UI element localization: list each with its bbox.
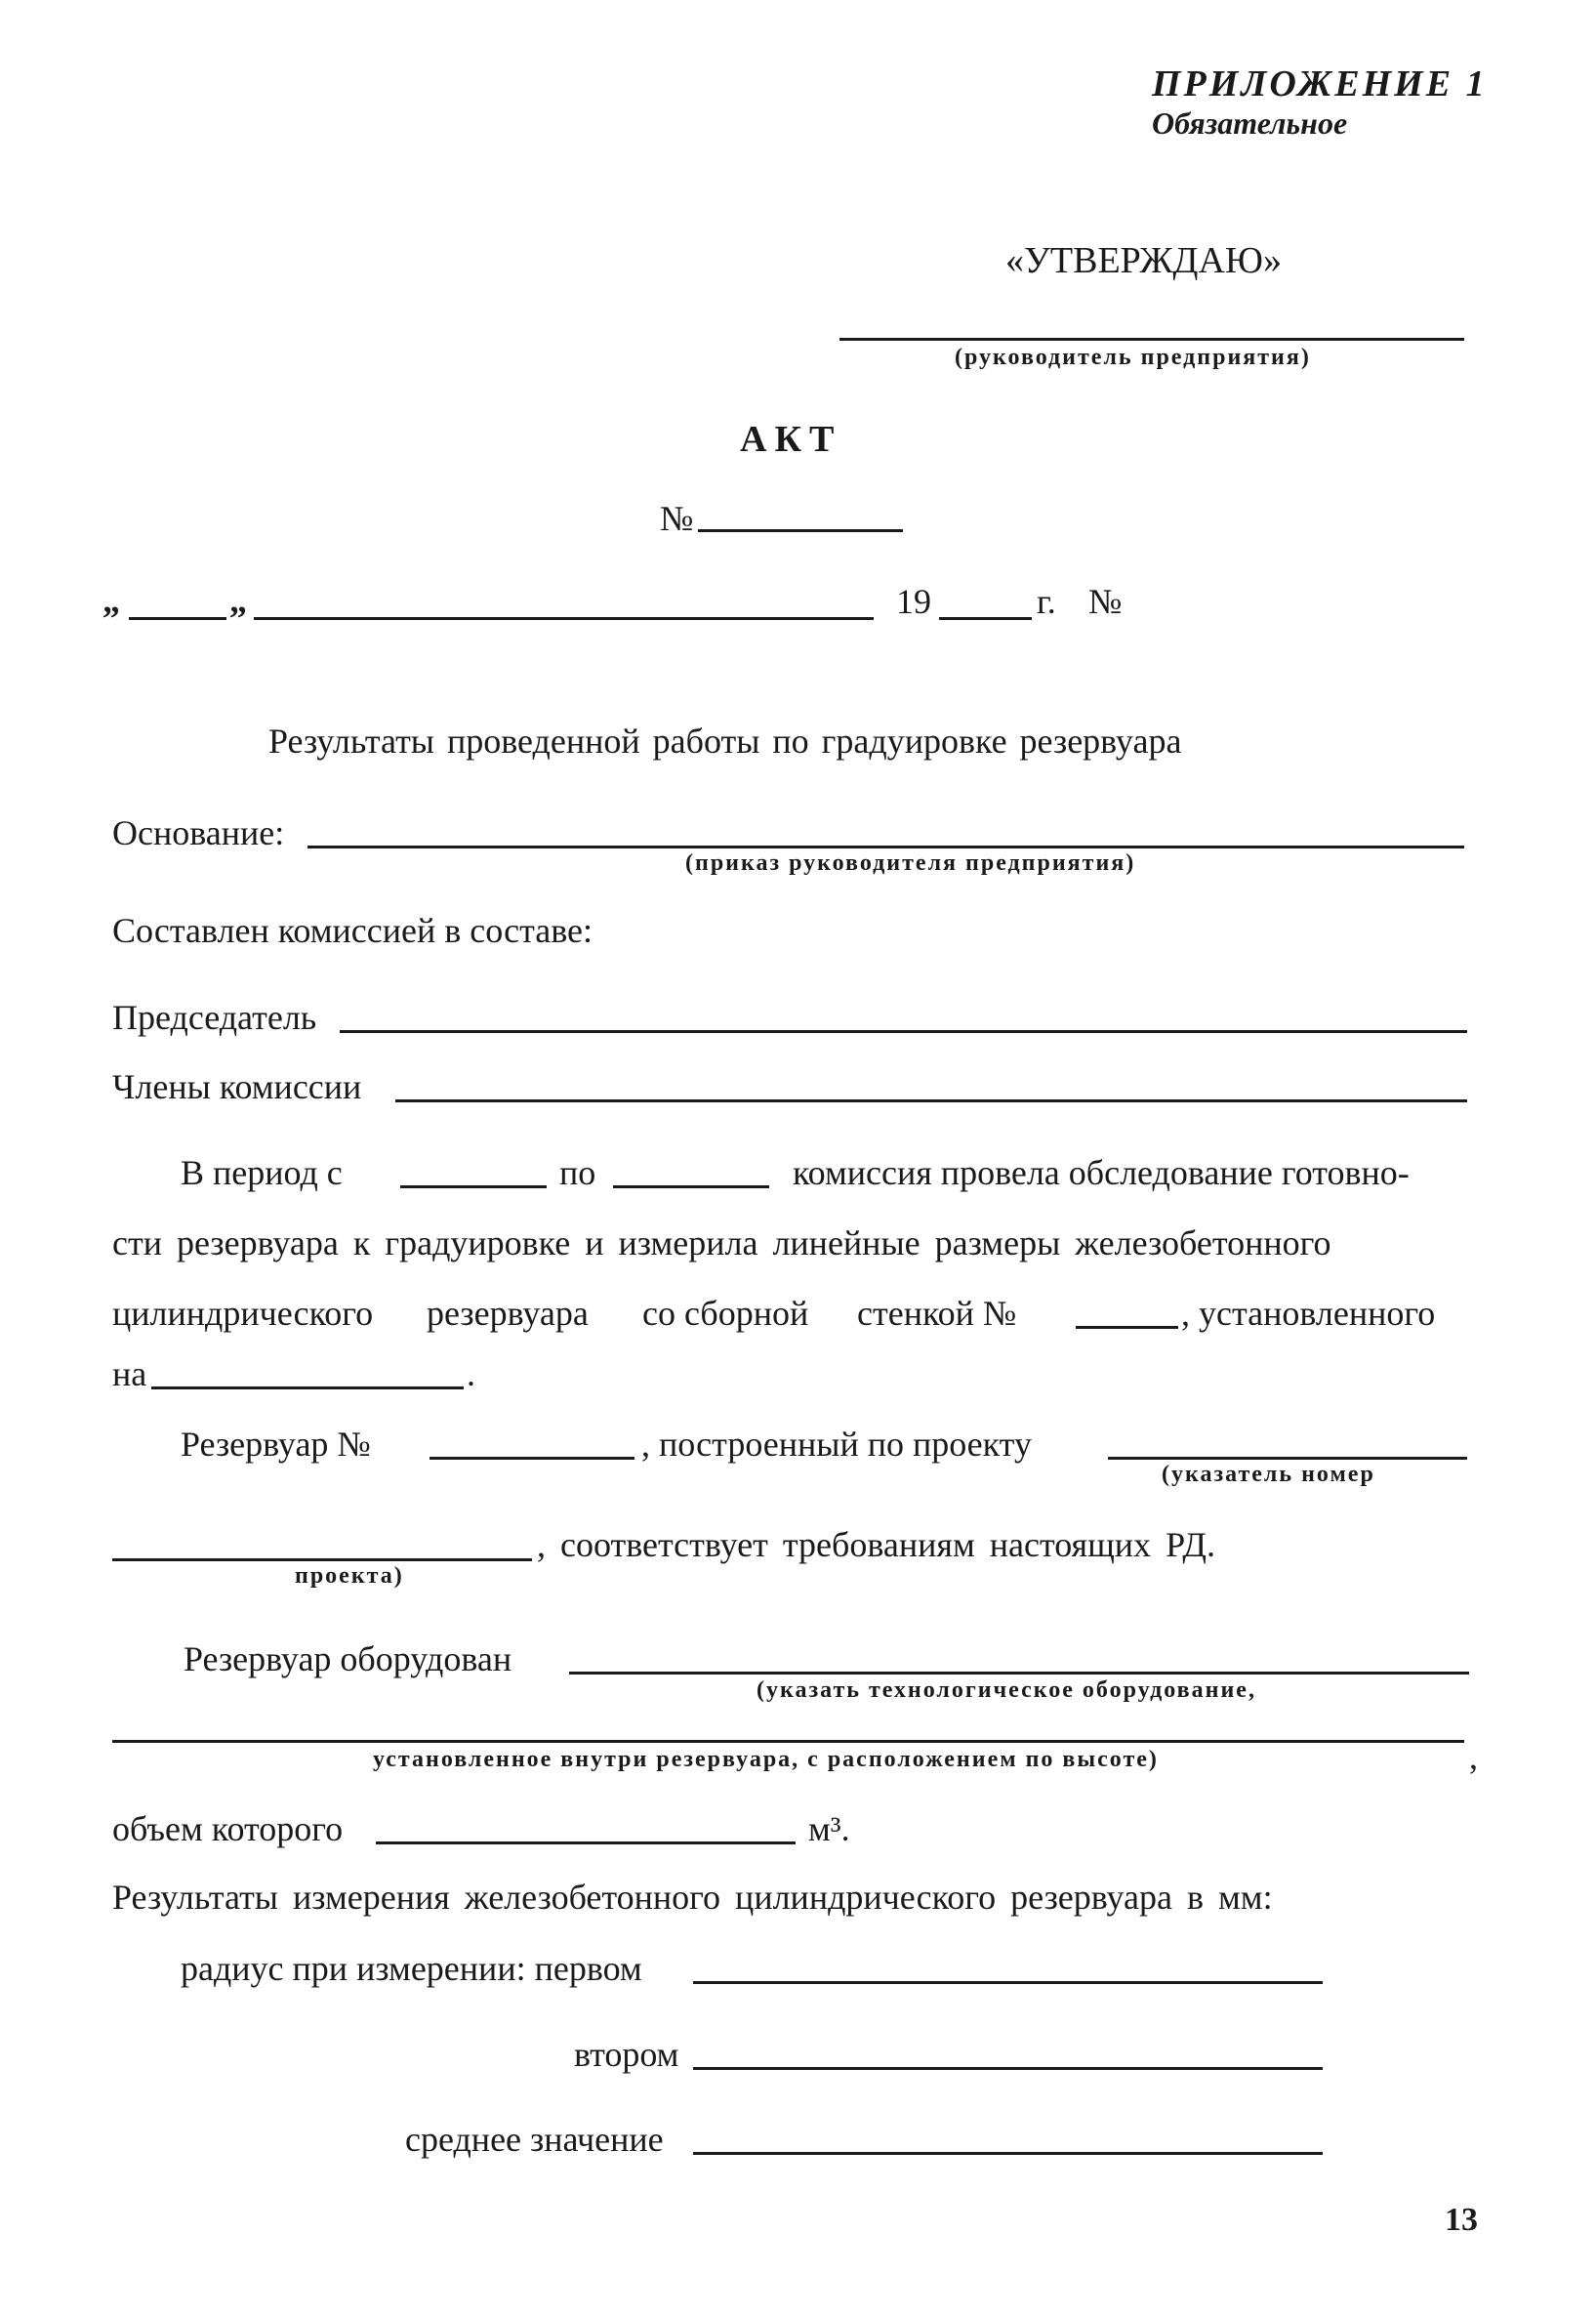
project-caption-2: проекта) [295,1563,404,1589]
signer-line [839,338,1464,341]
paragraph-line-3e: , установленного [1181,1294,1436,1333]
paragraph-line-2: сти резервуара к градуировке и измерила линейные размеры железобетонного [112,1223,1331,1262]
paragraph-line-3b: резервуара [427,1294,589,1333]
date-quote-close: „ [229,581,247,620]
complies-text: , соответствует требованиям настоящих РД. [537,1525,1215,1564]
date-day-line [129,617,226,620]
equipped-line-2 [112,1740,1464,1743]
radius-second-line [693,2067,1323,2070]
year-prefix: 19 [896,582,931,621]
equipped-caption-1: (указать технологическое оборудование, [757,1677,1256,1703]
members-label: Члены комиссии [112,1067,362,1106]
approve-heading: «УТВЕРЖДАЮ» [1005,240,1282,281]
act-title: АКТ [740,419,842,460]
volume-label: объем которого [112,1809,344,1848]
act-number-line [698,529,903,532]
chairman-line [340,1030,1467,1033]
members-line [395,1099,1467,1102]
measure-heading: Результаты измерения железобетонного цилиндрического резервуара в мм: [112,1878,1273,1917]
built-by-project-label: , построенный по проекту [641,1425,1032,1464]
radius-mean-label: среднее значение [405,2120,664,2159]
year-line [939,617,1032,620]
paragraph-line-3a: цилиндрического [112,1294,374,1333]
commission-label: Составлен комиссией в составе: [112,911,593,950]
volume-line [376,1841,796,1844]
results-heading: Результаты проведенной работы по градуировке резервуара [268,722,1182,761]
date-month-line [254,617,874,620]
page-number: 13 [1445,2202,1478,2238]
period-from-line [400,1185,547,1188]
paragraph-line-3c: со сборной [642,1294,809,1333]
wall-number-line [1076,1326,1178,1329]
period-to-label: по [559,1153,596,1192]
date-quote-open: „ [102,581,120,620]
basis-line [307,846,1464,848]
appendix-label: ПРИЛОЖЕНИЕ 1 [1152,63,1488,104]
equipped-caption-2: установленное внутри резервуара, с расположением по высоте) [373,1747,1159,1772]
mandatory-label: Обязательное [1152,105,1348,141]
period-text: комиссия провела обследование готовно- [793,1153,1410,1192]
year-suffix: г. [1037,582,1056,621]
radius-second-label: втором [574,2035,679,2074]
number-label-2: № [1088,582,1123,621]
radius-first-label: радиус при измерении: первом [181,1949,642,1988]
tank-number-line [430,1457,634,1460]
signer-caption: (руководитель предприятия) [955,345,1311,370]
project-caption-1: (указатель номер [1162,1462,1375,1487]
paragraph-line-4-dot: . [467,1354,475,1393]
chairman-label: Председатель [112,998,317,1037]
tank-number-label: Резервуар № [181,1425,371,1464]
equipped-line-1 [569,1672,1469,1675]
period-to-line [613,1185,769,1188]
basis-caption: (приказ руководителя предприятия) [685,850,1136,876]
equipped-label: Резервуар оборудован [184,1639,512,1678]
radius-first-line [693,1981,1323,1984]
equipped-comma: , [1469,1737,1478,1776]
volume-unit: м³. [808,1809,850,1848]
period-from-label: В период с [181,1153,343,1192]
project-line-1 [1108,1457,1467,1460]
basis-label: Основание: [112,813,285,852]
project-line-2 [112,1558,532,1561]
installed-on-line [151,1386,464,1389]
paragraph-line-3d: стенкой № [857,1294,1017,1333]
paragraph-line-4-na: на [112,1354,147,1393]
radius-mean-line [693,2152,1323,2155]
act-number-label: № [660,499,694,538]
